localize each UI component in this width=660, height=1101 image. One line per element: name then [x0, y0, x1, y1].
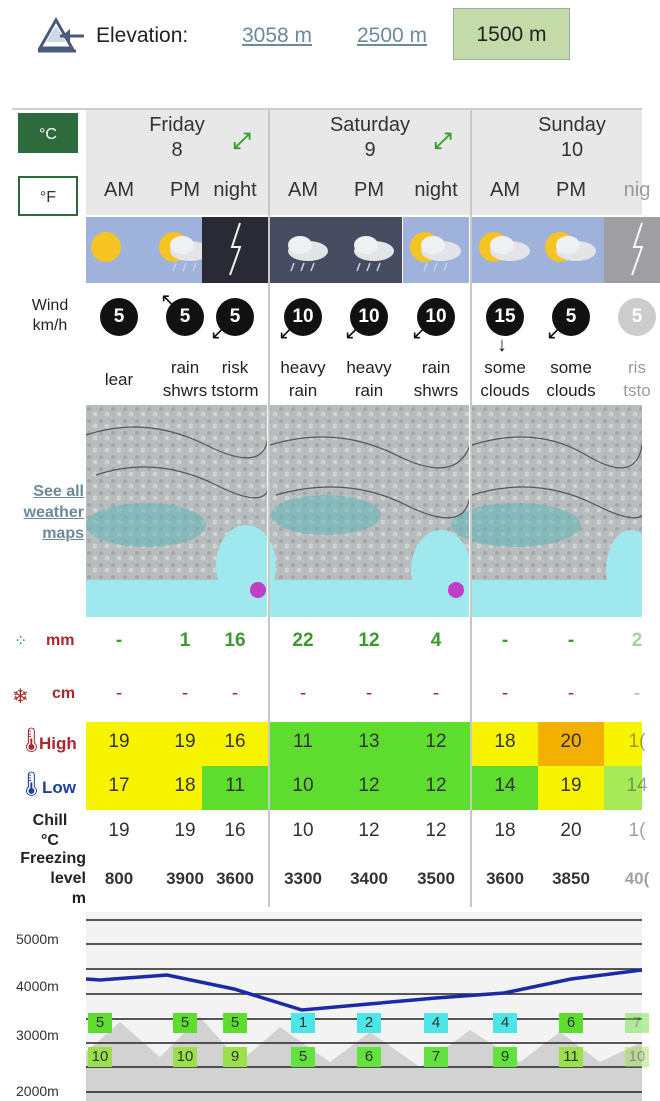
low-value: 12 [358, 775, 380, 796]
expand-icon[interactable]: ⤢ [233, 128, 251, 153]
weather-text [270, 356, 336, 402]
weather-suncloud-icon [538, 217, 604, 283]
weather-text-line: heavy [346, 358, 392, 377]
freezing-level-graph [0, 912, 660, 1101]
wind-speed-badge: 5 [166, 298, 204, 336]
snow-value: - [181, 683, 189, 704]
weather-text-line: rain [170, 358, 200, 377]
period-label: PM [170, 179, 200, 201]
elevation-option-1500-selected[interactable]: 1500 m [453, 8, 570, 60]
weather-text-line: lear [104, 370, 134, 389]
freeze-value: 3600 [216, 869, 254, 888]
weather-cloudrain-icon [270, 217, 336, 283]
wind-direction-arrow-icon: ↙ [546, 322, 563, 344]
graph-value-box: 9 [223, 1047, 247, 1067]
rain-value: 2 [631, 630, 643, 651]
weather-text-line: shwrs [413, 381, 459, 400]
wind-direction-arrow-icon: ↖ [160, 290, 177, 312]
elevation-label: Elevation: [96, 24, 189, 47]
rain-value: - [567, 630, 575, 651]
high-value: 12 [425, 731, 447, 752]
rain-value: 22 [292, 630, 314, 651]
weather-text-line: rain [421, 358, 451, 377]
weather-text-line: clouds [546, 381, 596, 400]
weather-text [604, 356, 660, 402]
weather-text-line: clouds [480, 381, 530, 400]
wind-speed-badge: 15 [486, 298, 524, 336]
graph-axis-label: 4000m [16, 978, 59, 994]
graph-value-box: 2 [357, 1013, 381, 1033]
weather-text-line: tstorm [211, 381, 259, 400]
low-value: 14 [626, 775, 648, 796]
weather-text [472, 356, 538, 402]
weather-text-line: tsto [623, 381, 651, 400]
rain-value: 12 [358, 630, 380, 651]
graph-value-box: 11 [559, 1047, 583, 1067]
fahrenheit-button[interactable]: °F [18, 176, 78, 216]
graph-value-box: 4 [424, 1013, 448, 1033]
freeze-value: 3500 [417, 869, 455, 888]
weather-cloudrain-icon [336, 217, 402, 283]
wind-speed-badge: 10 [417, 298, 455, 336]
rain-value: 16 [224, 630, 246, 651]
high-value: 18 [494, 731, 516, 752]
period-label: night [414, 179, 458, 201]
freeze-value: 3900 [166, 869, 204, 888]
graph-axis-label: 2000m [16, 1083, 59, 1099]
elevation-bar [0, 0, 660, 72]
snow-value: - [567, 683, 575, 704]
chill-value: 12 [358, 820, 380, 841]
snow-value: - [115, 683, 123, 704]
weather-text-line: rain [288, 381, 318, 400]
graph-value-box: 6 [559, 1013, 583, 1033]
elevation-option-3058[interactable]: 3058 m [242, 24, 313, 47]
weather-text-line: shwrs [162, 381, 208, 400]
freeze-value: 3400 [350, 869, 388, 888]
wind-speed-badge: 10 [350, 298, 388, 336]
period-label: AM [490, 179, 520, 201]
weather-text-line: some [550, 358, 592, 377]
freeze-value: 40( [624, 869, 650, 888]
celsius-button[interactable]: °C [18, 113, 78, 153]
high-value: 19 [108, 731, 130, 752]
weather-text [336, 356, 402, 402]
high-value: 19 [174, 731, 196, 752]
weather-text-line: some [484, 358, 526, 377]
thermometer-low-icon: 🌡 [16, 771, 47, 798]
weather-text-line: ris [628, 358, 646, 377]
low-value: 14 [494, 775, 516, 796]
day-date: 10 [560, 139, 584, 161]
period-label: night [213, 179, 257, 201]
snow-value: - [633, 683, 641, 704]
period-label: AM [104, 179, 134, 201]
weather-text [202, 356, 268, 402]
low-label: Low [42, 778, 76, 797]
period-label: AM [288, 179, 318, 201]
chill-value: 1( [628, 820, 646, 841]
chill-value: 16 [224, 820, 246, 841]
period-label: PM [354, 179, 384, 201]
chill-label: Chill °C [32, 812, 68, 849]
chill-value: 19 [174, 820, 196, 841]
graph-value-box: 7 [625, 1013, 649, 1033]
freeze-value: 3300 [284, 869, 322, 888]
snow-unit-label: cm [52, 685, 76, 702]
chill-value: 18 [494, 820, 516, 841]
day-name: Saturday [329, 114, 411, 136]
graph-value-box: 10 [625, 1047, 649, 1067]
wind-speed-badge: 10 [284, 298, 322, 336]
weather-sun-icon [86, 217, 152, 283]
graph-value-box: 5 [223, 1013, 247, 1033]
mountain-elevation-icon [36, 14, 88, 54]
high-value: 11 [293, 731, 313, 752]
weather-suncloud-icon [472, 217, 538, 283]
graph-value-box: 10 [88, 1047, 112, 1067]
day-name: Friday [149, 114, 205, 136]
weather-text [403, 356, 469, 402]
weather-text [538, 356, 604, 402]
low-value: 10 [292, 775, 314, 796]
low-value: 12 [425, 775, 447, 796]
graph-value-box: 6 [357, 1047, 381, 1067]
weather-text-line: risk [221, 358, 249, 377]
snow-value: - [365, 683, 373, 704]
wind-speed-badge: 5 [100, 298, 138, 336]
graph-value-box: 10 [173, 1047, 197, 1067]
chill-value: 19 [108, 820, 130, 841]
rain-value: 4 [430, 630, 442, 651]
wind-direction-arrow-icon: ↙ [278, 322, 295, 344]
weather-text-line: rain [354, 381, 384, 400]
snow-value: - [501, 683, 509, 704]
snow-icon: ❄ [12, 686, 29, 708]
low-value: 17 [108, 775, 130, 796]
rain-icon: ⁘ [14, 633, 28, 650]
wind-direction-arrow-icon: ↙ [344, 322, 361, 344]
graph-value-box: 9 [493, 1047, 517, 1067]
expand-icon[interactable]: ⤢ [434, 128, 452, 153]
wind-speed-badge: 5 [552, 298, 590, 336]
see-all-weather-maps-link[interactable]: See all weather maps [23, 483, 84, 542]
thermometer-high-icon: 🌡 [16, 727, 47, 754]
graph-value-box: 5 [88, 1013, 112, 1033]
rain-value: 1 [179, 630, 191, 651]
low-value: 11 [225, 775, 245, 796]
wind-speed-badge: 5 [216, 298, 254, 336]
graph-value-box: 5 [291, 1047, 315, 1067]
graph-value-box: 5 [173, 1013, 197, 1033]
high-value: 16 [224, 731, 246, 752]
graph-value-box: 1 [291, 1013, 315, 1033]
weather-storm-icon [202, 217, 268, 283]
day-date: 8 [171, 139, 183, 161]
weather-storm-icon [604, 217, 660, 283]
chill-value: 20 [560, 820, 582, 841]
chill-value: 12 [425, 820, 447, 841]
elevation-option-2500[interactable]: 2500 m [357, 24, 428, 47]
freeze-value: 800 [104, 869, 134, 888]
graph-axis-label: 5000m [16, 931, 59, 947]
high-label: High [39, 734, 77, 753]
high-value: 1( [628, 731, 646, 752]
rain-value: - [501, 630, 509, 651]
graph-axis-label: 3000m [16, 1027, 59, 1043]
weather-map-strip[interactable] [86, 405, 642, 617]
high-value: 13 [358, 731, 380, 752]
snow-value: - [432, 683, 440, 704]
rain-unit-label: mm [46, 632, 75, 649]
wind-label: Wind km/h [31, 297, 69, 334]
day-date: 9 [364, 139, 376, 161]
wind-direction-arrow-icon: ↙ [411, 322, 428, 344]
wind-direction-arrow-icon: ↙ [210, 322, 227, 344]
wind-speed-badge: 5 [618, 298, 656, 336]
graph-value-box: 7 [424, 1047, 448, 1067]
low-value: 18 [174, 775, 196, 796]
weather-text [86, 368, 152, 391]
snow-value: - [299, 683, 307, 704]
period-label: nig [623, 179, 651, 201]
period-label: PM [556, 179, 586, 201]
freeze-value: 3850 [552, 869, 590, 888]
graph-value-box: 4 [493, 1013, 517, 1033]
chill-value: 10 [292, 820, 314, 841]
day-name: Sunday [538, 114, 606, 136]
rain-value: - [115, 630, 123, 651]
weather-text-line: heavy [280, 358, 326, 377]
snow-value: - [231, 683, 239, 704]
low-value: 19 [560, 775, 582, 796]
weather-suncloudrain-icon [403, 217, 469, 283]
freezing-level-label: Freezing level m [20, 850, 86, 907]
freeze-value: 3600 [486, 869, 524, 888]
wind-direction-arrow-icon: ↓ [497, 334, 507, 356]
high-value: 20 [560, 731, 582, 752]
